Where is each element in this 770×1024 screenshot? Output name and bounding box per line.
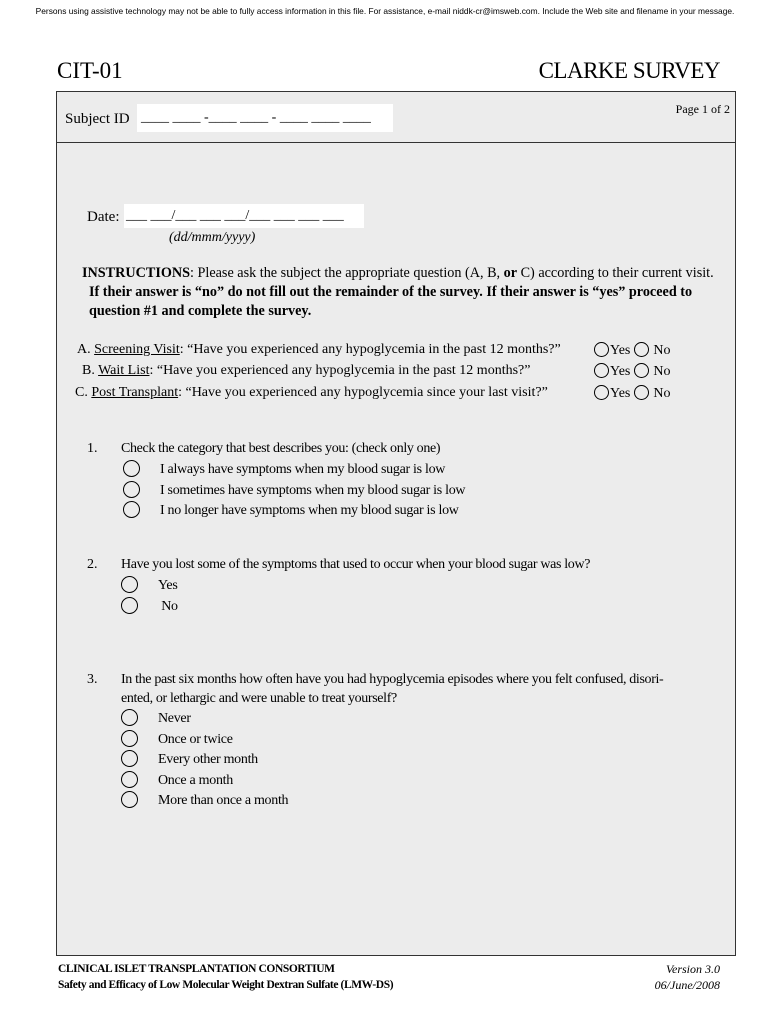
no-label: No: [653, 343, 671, 358]
option-label: Never: [158, 711, 191, 726]
question-1-option[interactable]: [123, 481, 465, 499]
screening-b-answers: [594, 363, 671, 380]
date-format-hint: (dd/mmm/yyyy): [169, 230, 256, 245]
instructions-label: INSTRUCTIONS: [82, 265, 191, 281]
survey-body: [56, 142, 736, 956]
option-label: Once or twice: [158, 732, 233, 747]
instructions-line2: If their answer is “no” do not fill out the remainder of the survey. If their answer is “yes” proceed to: [89, 284, 693, 300]
instructions-line1-end: C) according to their current visit.: [517, 265, 714, 281]
instructions-or: or: [503, 265, 518, 281]
radio-circle-icon[interactable]: [123, 501, 140, 518]
question-label: Screening Visit: [94, 342, 180, 357]
yes-label: Yes: [610, 386, 631, 401]
date-field[interactable]: ___ ___/___ ___ ___/___ ___ ___ ___: [124, 204, 364, 228]
radio-circle-icon[interactable]: [121, 791, 138, 808]
question-3-option[interactable]: [121, 791, 288, 809]
question-text: : “Have you experienced any hypoglycemia in the past 12 months?”: [149, 363, 531, 378]
radio-circle-icon[interactable]: [123, 481, 140, 498]
question-prefix: B.: [82, 363, 99, 378]
radio-circle-icon[interactable]: [121, 709, 138, 726]
question-1-option[interactable]: [123, 501, 459, 519]
accessibility-notice: Persons using assistive technology may not be able to fully access information in this file. For assistance, e-mail niddk-cr@imsweb.com. Include the Web site and filename in your message.: [35, 6, 735, 16]
subject-id-label: Subject ID: [65, 111, 130, 127]
question-3-option[interactable]: [121, 709, 191, 727]
question-1-option[interactable]: [123, 460, 445, 478]
subject-id-field[interactable]: ____ ____ -____ ____ - ____ ____ ____: [137, 104, 393, 132]
radio-circle-icon[interactable]: [121, 750, 138, 767]
question-prefix: A.: [77, 342, 95, 357]
instructions-line1: : Please ask the subject the appropriate question (A, B,: [190, 265, 504, 281]
no-radio-c[interactable]: [634, 385, 649, 400]
screening-question-c: [75, 385, 548, 401]
footer-org: CLINICAL ISLET TRANSPLANTATION CONSORTIUM: [58, 963, 335, 975]
screening-a-answers: [594, 342, 671, 359]
option-label: Once a month: [158, 773, 233, 788]
question-prefix: C.: [75, 385, 92, 400]
footer-date: 06/June/2008: [654, 978, 720, 992]
form-title: CLARKE SURVEY: [538, 58, 720, 83]
option-label: No: [158, 599, 178, 614]
form-id: CIT-01: [57, 58, 123, 83]
footer-study: Safety and Efficacy of Low Molecular Weight Dextran Sulfate (LMW-DS): [58, 979, 394, 991]
footer-version-info: [655, 961, 720, 993]
question-2-text: Have you lost some of the symptoms that used to occur when your blood sugar was low?: [121, 557, 591, 572]
question-3-option[interactable]: [121, 771, 233, 789]
question-number: 2.: [87, 557, 98, 572]
instructions: [82, 264, 747, 321]
no-radio-a[interactable]: [634, 342, 649, 357]
page-number: Page 1 of 2: [675, 102, 730, 116]
no-label: No: [653, 386, 671, 401]
yes-radio-a[interactable]: [594, 342, 609, 357]
radio-circle-icon[interactable]: [121, 597, 138, 614]
question-3-option[interactable]: [121, 750, 258, 768]
radio-circle-icon[interactable]: [121, 730, 138, 747]
question-2-option[interactable]: [121, 597, 178, 615]
yes-radio-b[interactable]: [594, 363, 609, 378]
question-3-text: In the past six months how often have you had hypoglycemia episodes where you felt confused, disori-: [121, 672, 664, 687]
option-label: More than once a month: [158, 793, 289, 808]
question-text: : “Have you experienced any hypoglycemia in the past 12 months?”: [179, 342, 561, 357]
question-label: Post Transplant: [91, 385, 179, 400]
question-label: Wait List: [98, 363, 150, 378]
yes-label: Yes: [610, 364, 631, 379]
option-label: I always have symptoms when my blood sugar is low: [160, 462, 446, 477]
option-label: Yes: [158, 578, 178, 593]
yes-radio-c[interactable]: [594, 385, 609, 400]
question-text: : “Have you experienced any hypoglycemia since your last visit?”: [178, 385, 548, 400]
header-box: [56, 91, 736, 143]
radio-circle-icon[interactable]: [121, 771, 138, 788]
footer-study-info: [58, 961, 393, 993]
option-label: I no longer have symptoms when my blood sugar is low: [160, 503, 459, 518]
footer-version: Version 3.0: [666, 962, 720, 976]
radio-circle-icon[interactable]: [121, 576, 138, 593]
screening-question-b: [82, 363, 530, 379]
question-3-text-continued: ented, or lethargic and were unable to treat yourself?: [121, 691, 397, 706]
yes-label: Yes: [610, 343, 631, 358]
no-label: No: [653, 364, 671, 379]
option-label: I sometimes have symptoms when my blood sugar is low: [160, 483, 466, 498]
option-label: Every other month: [158, 752, 258, 767]
screening-question-a: [77, 342, 561, 358]
radio-circle-icon[interactable]: [123, 460, 140, 477]
instructions-line3: question #1 and complete the survey.: [89, 303, 312, 319]
screening-c-answers: [594, 385, 671, 402]
question-number: 3.: [87, 672, 98, 687]
no-radio-b[interactable]: [634, 363, 649, 378]
question-number: 1.: [87, 441, 98, 456]
question-1-text: Check the category that best describes you: (check only one): [121, 441, 441, 456]
question-3-option[interactable]: [121, 730, 233, 748]
question-2-option[interactable]: [121, 576, 177, 594]
date-label: Date:: [87, 209, 120, 225]
